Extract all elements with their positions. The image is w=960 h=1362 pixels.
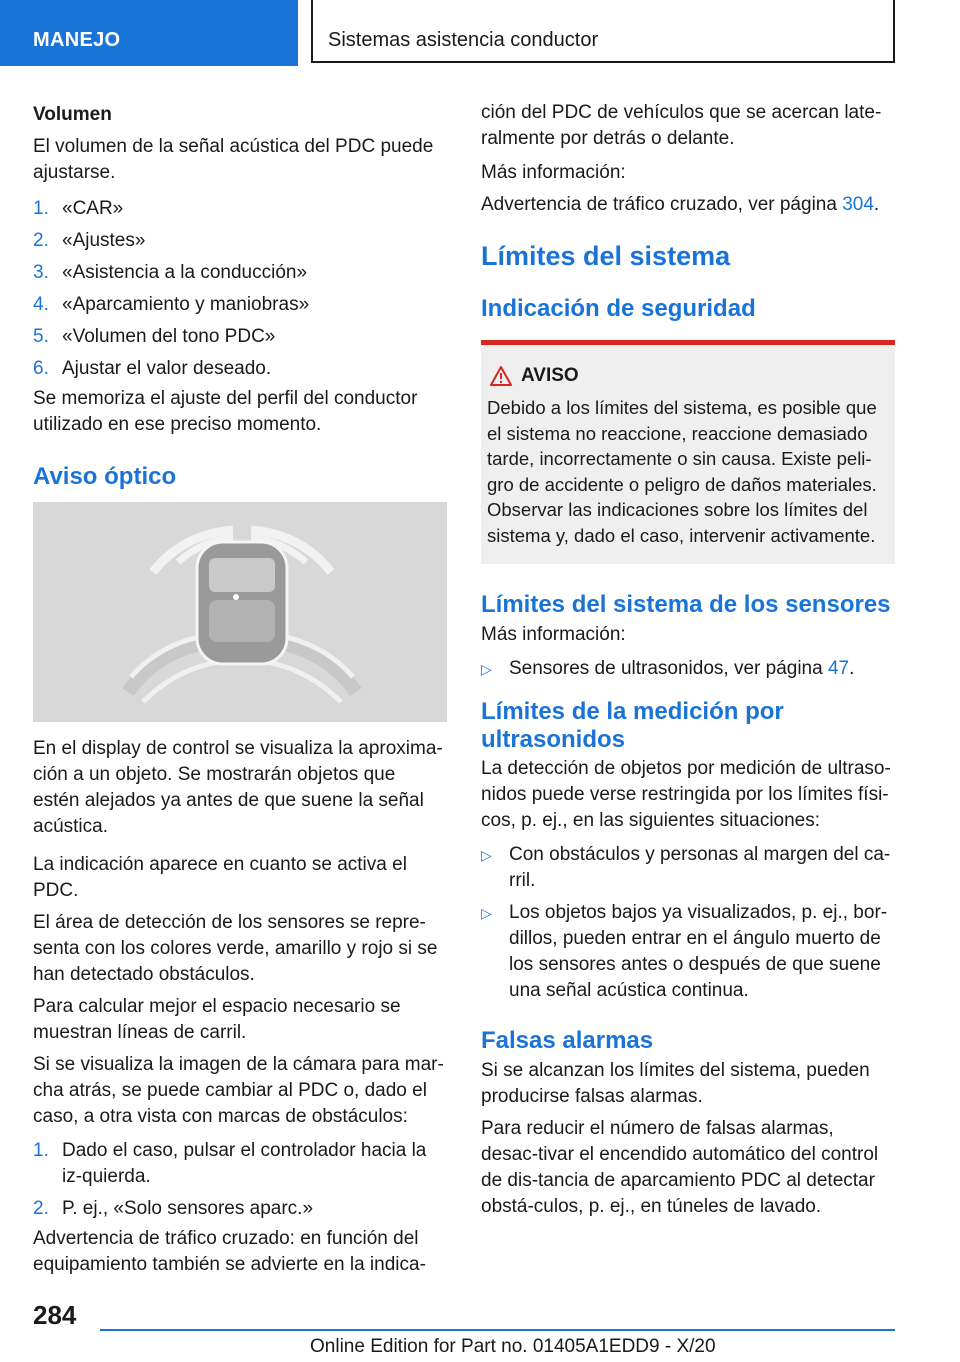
list-item: 1. Dado el caso, pulsar el controlador hacia la iz‐quierda. bbox=[33, 1140, 427, 1187]
right-column bbox=[481, 100, 895, 1220]
list-item: 1. «CAR» bbox=[33, 198, 124, 219]
mas-info-label-2: Más información: bbox=[481, 624, 626, 645]
cross-traffic-reference: Advertencia de tráfico cruzado, ver página 304. bbox=[481, 194, 880, 215]
section-label: MANEJO bbox=[33, 29, 121, 51]
pdc-display-image bbox=[33, 502, 447, 722]
list-item: ▷ Con obstáculos y personas al margen del ca‐rril. bbox=[481, 844, 891, 891]
section-tab bbox=[0, 0, 298, 66]
limites-heading: Límites del sistema bbox=[481, 241, 731, 271]
seguridad-heading: Indicación de seguridad bbox=[481, 295, 756, 322]
volumen-heading: Volumen bbox=[33, 104, 112, 125]
volumen-text: El volumen de la señal acústica del PDC puede ajustarse. bbox=[33, 136, 434, 183]
footer-divider bbox=[100, 1329, 895, 1331]
warning-text: Debido a los límites del sistema, es posible que el sistema no reaccione, reaccione demasiado tarde, incorrectamente o sin causa. Existe peli‐gro de accidente o peligro de daños materiales. Observar las indicaciones sobre los límites del sistema y, dado el caso, intervenir activamente. bbox=[487, 397, 877, 546]
list-item: 5. «Volumen del tono PDC» bbox=[33, 326, 276, 347]
falsas-alarmas-heading: Falsas alarmas bbox=[481, 1027, 654, 1054]
list-item: 2. «Ajustes» bbox=[33, 230, 146, 251]
chapter-label: Sistemas asistencia conductor bbox=[328, 29, 599, 51]
area-text: El área de detección de los sensores se repre‐senta con los colores verde, amarillo y rojo si se han detectado obstáculos. bbox=[33, 912, 438, 985]
left-column bbox=[33, 100, 447, 1278]
page-link-304[interactable]: 304 bbox=[842, 194, 874, 215]
memoriza-text: Se memoriza el ajuste del perfil del conductor utilizado en ese preciso momento. bbox=[33, 388, 418, 435]
page-link-47[interactable]: 47 bbox=[827, 658, 850, 679]
display-text: En el display de control se visualiza la aproxima‐ción a un objeto. Se mostrarán objetos que estén alejados ya antes de que suene la señal acústica. bbox=[33, 738, 443, 837]
list-item: 2. P. ej., «Solo sensores aparc.» bbox=[33, 1198, 314, 1219]
warning-triangle-icon bbox=[489, 365, 513, 387]
mas-info-label: Más información: bbox=[481, 162, 626, 183]
bullet-triangle-icon: ▷ bbox=[481, 905, 492, 921]
medicion-text: La detección de objetos por medición de ultraso‐nidos puede verse restringida por los límites físi‐cos, p. ej., en las siguientes situaciones: bbox=[481, 758, 891, 831]
warning-box bbox=[481, 340, 895, 564]
camara-text: Si se visualiza la imagen de la cámara para mar‐cha atrás, se puede cambiar al PDC o, dado el caso, a otra vista con marcas de obstáculos: bbox=[33, 1054, 444, 1127]
indicacion-text: La indicación aparece en cuanto se activa el PDC. bbox=[33, 854, 407, 901]
sensores-heading: Límites del sistema de los sensores bbox=[481, 591, 891, 618]
camara-steps bbox=[33, 1138, 447, 1222]
sensores-references bbox=[481, 656, 895, 682]
list-item: 6. Ajustar el valor deseado. bbox=[33, 358, 272, 379]
edition-note: Online Edition for Part no. 01405A1EDD9 - X/20 bbox=[310, 1336, 716, 1357]
page-header bbox=[0, 0, 960, 66]
car-sensor-illustration bbox=[33, 502, 447, 722]
bullet-triangle-icon: ▷ bbox=[481, 847, 492, 863]
warning-header bbox=[489, 363, 887, 389]
medicion-heading: Límites de la medición por ultrasonidos bbox=[481, 698, 784, 753]
list-item: 3. «Asistencia a la conducción» bbox=[33, 262, 308, 283]
falsas-text-2: Para reducir el número de falsas alarmas, desac‐tivar el encendido automático del control de dis‐tancia de aparcamiento PDC al detectar obstá‐culos, p. ej., en túneles de lavado. bbox=[481, 1118, 879, 1217]
page-number: 284 bbox=[33, 1300, 77, 1330]
aviso-optico-heading: Aviso óptico bbox=[33, 463, 177, 490]
medicion-bullets bbox=[481, 842, 895, 1004]
chapter-tab bbox=[311, 0, 895, 63]
falsas-text-1: Si se alcanzan los límites del sistema, pueden producirse falsas alarmas. bbox=[481, 1060, 870, 1107]
list-item: ▷ Sensores de ultrasonidos, ver página 47. bbox=[481, 656, 895, 682]
list-item: 4. «Aparcamiento y maniobras» bbox=[33, 294, 310, 315]
continuation-text: ción del PDC de vehículos que se acercan late‐ralmente por detrás o delante. bbox=[481, 102, 882, 149]
warning-label: AVISO bbox=[521, 365, 579, 386]
list-item: ▷ Los objetos bajos ya visualizados, p. ej., bor‐dillos, pueden entrar en el ángulo muerto de los sensores antes o después de que suene una señal acústica continua. bbox=[481, 902, 888, 1001]
bullet-triangle-icon: ▷ bbox=[481, 661, 492, 677]
volumen-steps bbox=[33, 196, 447, 382]
advertencia-text: Advertencia de tráfico cruzado: en función del equipamiento también se advierte en la indica‐ bbox=[33, 1228, 426, 1275]
calcular-text: Para calcular mejor el espacio necesario se muestran líneas de carril. bbox=[33, 996, 401, 1043]
